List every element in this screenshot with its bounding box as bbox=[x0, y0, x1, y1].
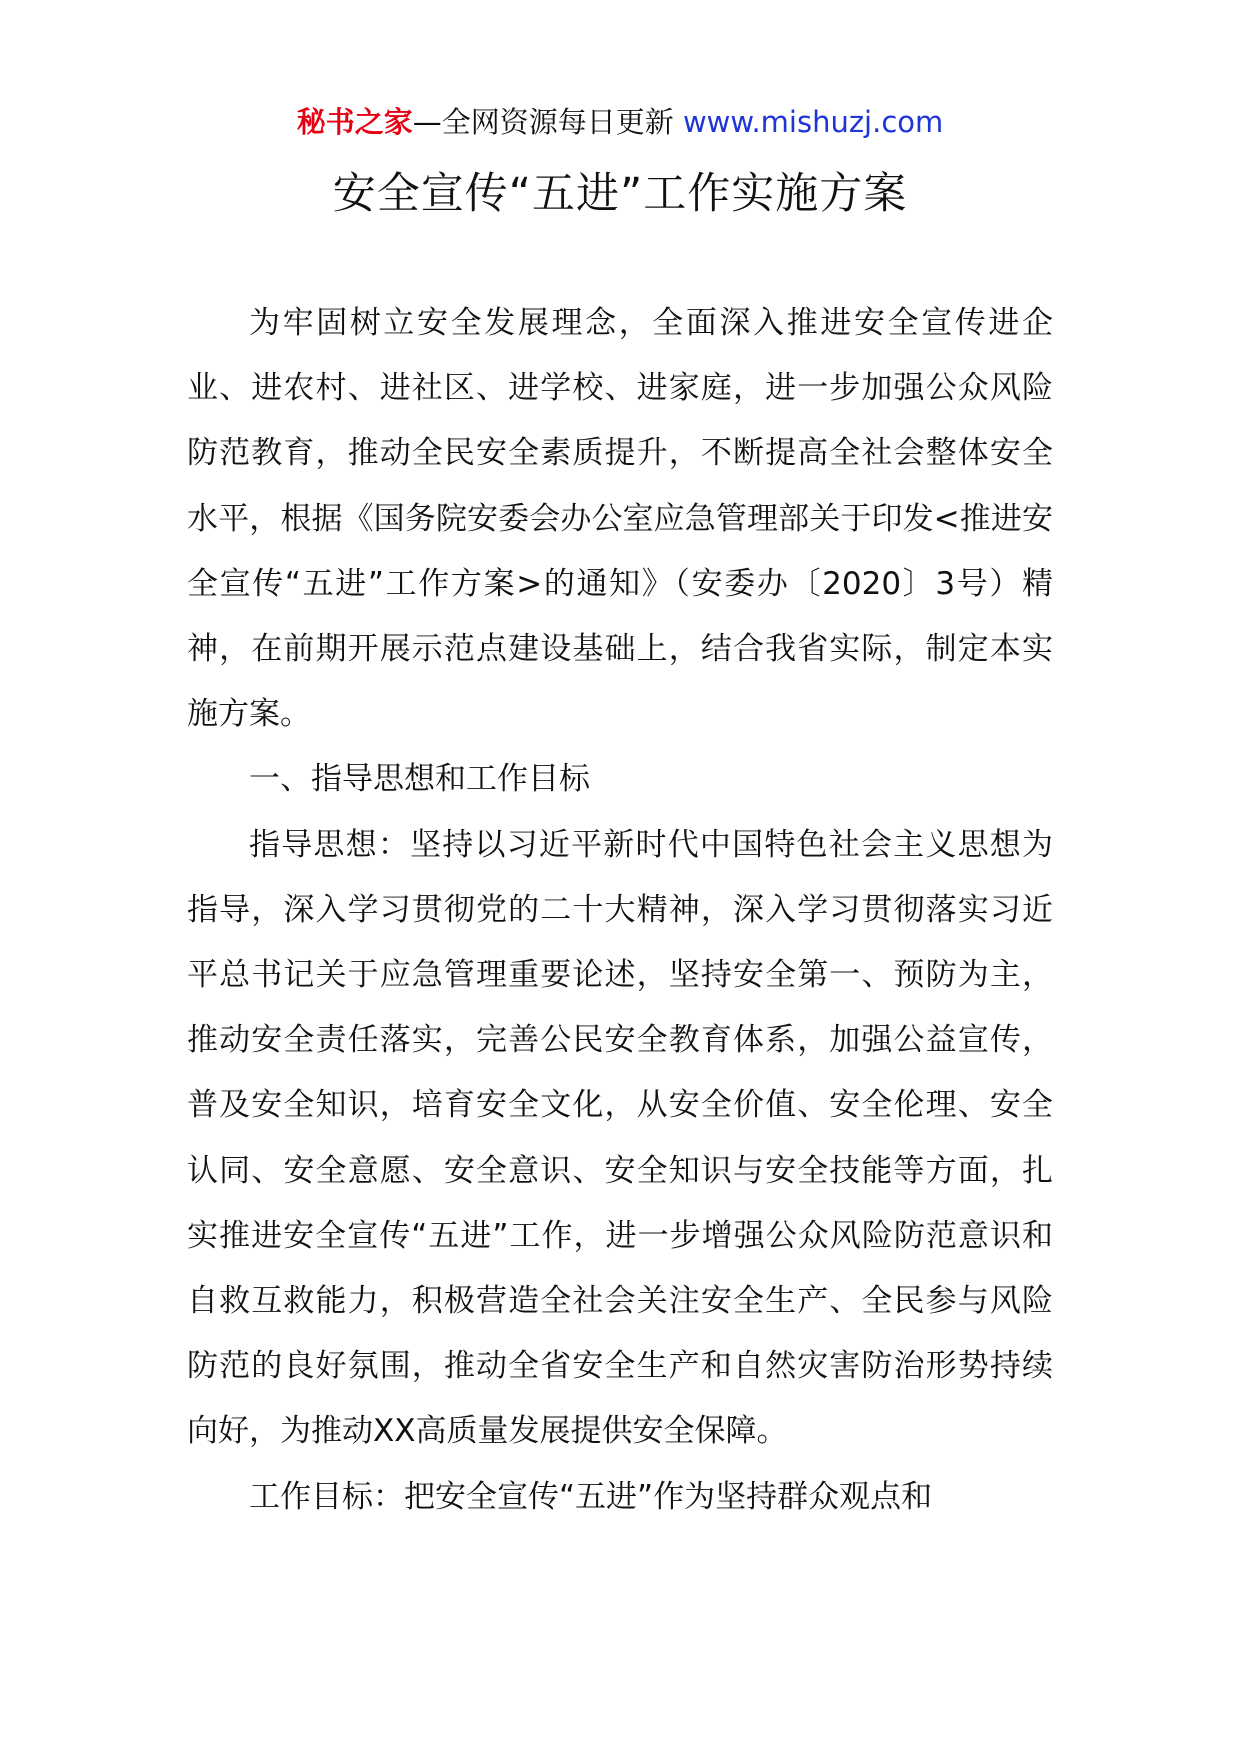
site-header bbox=[0, 100, 1240, 144]
document-title: 安全宣传“五进”工作实施方案 bbox=[332, 169, 908, 219]
section-heading: 一、指导思想和工作目标 bbox=[249, 761, 590, 798]
guiding-ideology-paragraph: 指导思想：坚持以习近平新时代中国特色社会主义思想为指导，深入学习贯彻党的二十大精神，深入学习贯彻落实习近平总书记关于应急管理重要论述，坚持安全第一、预防为主，推动安全责任落实，完善公民安全教育体系，加强公益宣传，普及安全知识，培育安全文化，从安全价值、安全伦理、安全认同、安全意愿、安全意识、安全知识与安全技能等方面，扎实推进安全宣传“五进”工作，进一步增强公众风险防范意识和自救互救能力，积极营造全社会关注安全生产、全民参与风险防范的良好氛围，推动全省安全生产和自然灾害防治形势持续向好，为推动XX高质量发展提供安全保障。 bbox=[187, 826, 1053, 1450]
header-slogan: —全网资源每日更新 bbox=[412, 105, 674, 139]
brand-name: 秘书之家 bbox=[296, 105, 413, 139]
work-goal-paragraph: 工作目标：把安全宣传“五进”作为坚持群众观点和 bbox=[249, 1478, 933, 1515]
intro-paragraph: 为牢固树立安全发展理念，全面深入推进安全宣传进企业、进农村、进社区、进学校、进家庭，进一步加强公众风险防范教育，推动全民安全素质提升，不断提高全社会整体安全水平，根据《国务院安委会办公室应急管理部关于印发<推进安全宣传“五进”工作方案>的通知》（安委办〔2020〕3号）精神，在前期开展示范点建设基础上，结合我省实际，制定本实施方案。 bbox=[187, 305, 1053, 733]
site-url-link[interactable]: www.mishuzj.com bbox=[682, 105, 944, 139]
document-body bbox=[187, 291, 1053, 1530]
